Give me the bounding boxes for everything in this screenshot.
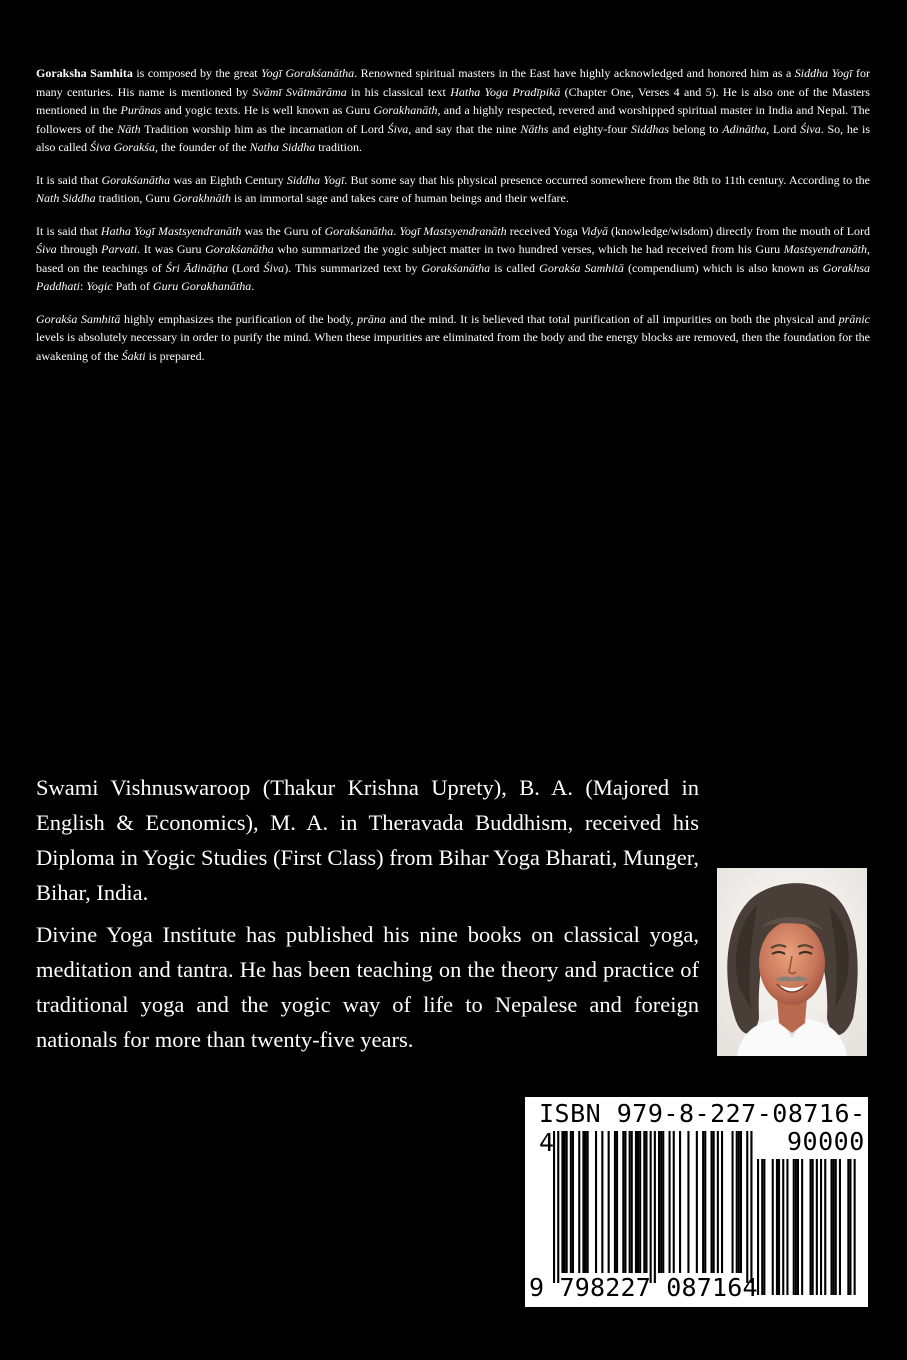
author-bio-paragraph-1: Swami Vishnuswaroop (Thakur Krishna Uprety), B. A. (Majored in English & Economics), M. A. in Theravada Buddhism, received his Diploma in Yogic Studies (First Class) from Bihar Yoga Bharati, Munger, Bihar, India.: [36, 775, 699, 905]
addon-bar: [849, 1159, 851, 1295]
addon-bar: [782, 1159, 784, 1295]
blurb-paragraph-1: Goraksha Samhita is composed by the great Yogī Gorakśanātha. Renowned spiritual masters in the East have highly acknowledged and honored him as a Siddha Yogī for many centuries. His name is mentioned by Svāmī Svātmārāma in his classical text Hatha Yoga Pradīpikā (Chapter One, Verses 4 and 5). He is also one of the Masters mentioned in the Purānas and yogic texts. He is well known as Guru Gorakhanāth, and a highly respected, revered and worshipped spiritual master in India and Nepal. The followers of the Nāth Tradition worship him as the incarnation of Lord Śiva, and say that the nine Nāths and eighty-four Siddhas belong to Adinātha, Lord Śiva. So, he is also called Śiva Gorakśa, the founder of the Natha Siddha tradition.: [36, 66, 871, 154]
blurb-paragraph-4: Gorakśa Samhitā highly emphasizes the purification of the body, prāna and the mind. It is believed that total purification of all impurities on both the physical and prānic levels is absolutely necessary in order to purify the mind. When these impurities are eliminated from the body and the energy blocks are removed, then the foundation for the awakening of the Śakti is prepared.: [36, 311, 871, 363]
price-code: 90000: [787, 1127, 865, 1156]
isbn-label: ISBN 979-8-227-08716-4: [539, 1099, 866, 1157]
addon-bar: [824, 1159, 826, 1295]
back-cover-blurb: [36, 64, 870, 379]
addon-bar: [778, 1159, 780, 1295]
addon-bar: [772, 1159, 774, 1295]
addon-bar: [835, 1159, 837, 1295]
addon-bar: [816, 1159, 818, 1295]
addon-bar: [763, 1159, 765, 1295]
isbn-barcode: [525, 1097, 868, 1307]
addon-bar: [820, 1159, 822, 1295]
author-bio: [36, 770, 699, 1064]
addon-bar: [793, 1159, 795, 1295]
addon-bar: [839, 1159, 841, 1295]
addon-bar: [786, 1159, 788, 1295]
addon-bar: [795, 1159, 797, 1295]
addon-bar: [810, 1159, 812, 1295]
author-bio-paragraph-2: Divine Yoga Institute has published his nine books on classical yoga, meditation and tantra. He has been teaching on the theory and practice of traditional yoga and the yogic way of life to Nepalese and foreign nationals for more than twenty-five years.: [36, 922, 699, 1052]
addon-bar: [776, 1159, 778, 1295]
ean-digits: 9 798227 087164: [529, 1273, 758, 1302]
addon-bar: [812, 1159, 814, 1295]
addon-bar: [831, 1159, 833, 1295]
author-photo: [717, 868, 867, 1056]
addon-bar: [797, 1159, 799, 1295]
addon-bar: [761, 1159, 763, 1295]
addon-bar: [854, 1159, 856, 1295]
blurb-paragraph-2: It is said that Gorakśanātha was an Eighth Century Siddha Yogī. But some say that his physical presence occurred somewhere from the 8th to 11th century. According to the Nath Siddha tradition, Guru Gorakhnāth is an immortal sage and takes care of human beings and their welfare.: [36, 172, 870, 205]
addon-bar: [801, 1159, 803, 1295]
addon-bar: [833, 1159, 835, 1295]
blurb-paragraph-3: It is said that Hatha Yogī Mastsyendranāth was the Guru of Gorakśanātha. Yogī Mastsyendranāth received Yoga Vidyā (knowledge/wisdom) directly from the mouth of Lord Śiva through Parvati. It was Guru Gorakśanātha who summarized the yogic subject matter in two hundred verses, which he had received from his Guru Mastsyendranāth, based on the teachings of Śri Ādināṭha (Lord Śiva). This summarized text by Gorakśanātha is called Gorakśa Samhitā (compendium) which is also known as Gorakhsa Paddhati: Yogic Path of Guru Gorakhanātha.: [36, 223, 871, 293]
addon-bar: [847, 1159, 849, 1295]
